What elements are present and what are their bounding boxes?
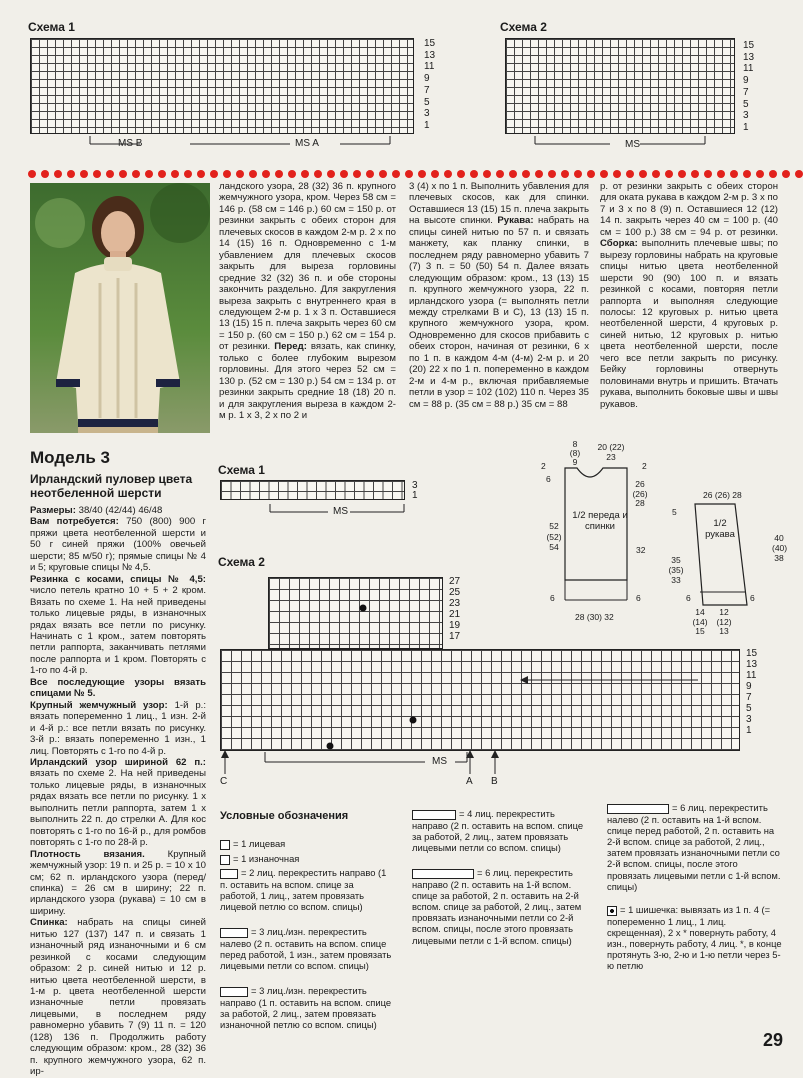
mid-schema2-upper-row-numbers: 27 25 23 21 19 17 <box>449 576 461 642</box>
legend-k3l: = 3 лиц./изн. перекрестить налево (2 п. оставить на вспом. спице перед работой, 1 изн., затем провязать лицевыми петли со вспом. спицы) <box>220 926 392 971</box>
pattern-sleeve-bottom-right: 12 (12) 13 <box>716 607 732 636</box>
top-schema2-title: Схема 2 <box>500 20 547 34</box>
legend-k4r: = 4 лиц. перекрестить направо (2 п. оставить на вспом. спице за работой, 2 лиц., затем провязать лицевыми петли со вспом. спицы) <box>412 808 584 853</box>
model-title: Модель 3 <box>30 448 110 467</box>
mid-schema2-arrow-a: A <box>466 776 473 787</box>
pattern-sleeve-rib-right: 6 <box>750 593 755 603</box>
pattern-bottom: 28 (30) 32 <box>575 612 614 622</box>
pattern-top-w2: 20 (22) 23 <box>597 442 625 462</box>
pattern-neck-a: 2 <box>541 461 546 471</box>
text-column-1: ландского узора, 28 (32) 36 п. крупного жемчужного узора, кром. Через 58 см = 146 р. (58 см = 146 р.) 60 см = 150 р. от резинки закрыть с обеих сторон для плечевых скосов в каждом 2-м р. 2 х по 14 (15) 16 п. Одновременно с 1-м убавлением для плечевых скосов закрыть для выреза горловины средние 32 (32) 36 п. и обе стороны закончить раздельно. Для закругления выреза закрыть с внутреннего края в следующем 2-м р. 1 х 3 п. Оставшиеся 13 (15) 15 п. плеча закрыть через 60 см = 150 р. (60 см = 150 р.) 62 см = 154 р. от резинки. Перед: вязать, как спинку, только с более глубоким вырезом горловины. Для этого через 52 см = 130 р. (52 см = 130 р.) 54 см = 134 р. от резинки закрыть средние 18 (18) 20 п. и для закругления выреза в каждом 2-м р. 1 х 3, 2 х по 2 и <box>219 181 396 422</box>
top-schema1-ms-a: MS A <box>295 138 319 149</box>
purl-symbol-icon <box>220 855 230 865</box>
top-schema2-ms: MS <box>625 139 640 150</box>
pattern-arm: 26 (26) 28 <box>632 479 648 508</box>
mid-schema2-arrow-c: C <box>220 776 228 787</box>
mid-schema2-arrow-b: B <box>491 776 498 787</box>
top-schema1-ms-b: MS B <box>118 138 143 149</box>
model-subtitle: Ирландский пуловер цвета неотбеленной шерсти <box>30 472 193 500</box>
garment-pattern <box>535 440 788 640</box>
bobble-symbol-icon <box>607 906 617 916</box>
legend-purl: = 1 изнаночная <box>220 853 390 865</box>
pattern-sleeve-bottom-left: 14 (14) 15 <box>692 607 708 636</box>
pattern-length: 52 (52) 54 <box>546 521 562 552</box>
top-schema1-title: Схема 1 <box>28 20 75 34</box>
text-column-3: р. от резинки закрыть с обеих сторон для оката рукава в каждом 2-м р. 3 х по 7 и 3 х по 8 (9) п. Оставшиеся 12 (12) 14 п. закрыть через 40 см = 100 р. (40 см = 100 р.) 38 см = 94 р. от резинки. Сборка: выполнить плечевые швы; по вырезу горловины набрать на круговые спицы нитью цвета неотбеленной шерсти 90 (90) 100 п. и вязать резинкой с косами, повторяя петли раппорта и выполняя следующие полосы: 12 круговых р. нитью цвета неотбеленной шерсти, 4 круговых р. синей нитью, 12 круговых р. нитью цвета неотбеленной шерсти, после чего все петли закрыть по рисунку. Бейку горловины отвернуть половинами внутрь и пришить. Втачать рукава, выполнить боковые швы и швы рукавов. <box>600 181 779 410</box>
cross3-right-icon <box>220 987 248 997</box>
top-schema2-row-numbers: 15 13 11 9 7 5 3 1 <box>743 40 755 133</box>
cross6-left-icon <box>607 804 669 814</box>
page-number: 29 <box>763 1030 784 1050</box>
pattern-sleeve-rib-left: 6 <box>686 593 691 603</box>
mid-schema1-title: Схема 1 <box>218 463 265 477</box>
pattern-neck-c: 2 <box>642 461 647 471</box>
legend-k3r: = 3 лиц./изн. перекрестить направо (1 п. оставить на вспом. спице за работой, 2 лиц., затем провязать изнаночной петлю со вспом. спицы) <box>220 985 392 1030</box>
pattern-rib-right: 6 <box>636 593 641 603</box>
mid-schema1-row-numbers: 3 1 <box>412 480 418 501</box>
pattern-top-w: 8 (8) 9 <box>569 439 581 467</box>
pattern-sleeve-right: 40 (40) 38 <box>772 533 788 563</box>
pattern-neck-b: 6 <box>546 474 551 484</box>
pattern-sleeve-top-left: 5 <box>672 507 677 517</box>
mid-schema2-ms: MS <box>432 756 447 767</box>
mid-schema1-ms: MS <box>333 506 348 517</box>
mid-schema2-title: Схема 2 <box>218 555 265 569</box>
cross3-left-icon <box>220 928 248 938</box>
legend-knit: = 1 лицевая <box>220 838 390 850</box>
cross2-right-icon <box>220 869 238 879</box>
mid-schema1-grid <box>220 480 405 500</box>
legend-k2r: = 2 лиц. перекрестить направо (1 п. оставить на вспом. спице за работой, 1 лиц., затем провязать лицевой петлю со вспом. спицы) <box>220 867 387 912</box>
mid-schema2-lower-row-numbers: 15 13 11 9 7 5 3 1 <box>746 648 758 736</box>
mid-schema2-bobbles <box>228 620 748 760</box>
legend-bobble: = 1 шишечка: вывязать из 1 п. 4 (= попеременно 1 лиц., 1 лиц. скрещенная), 2 х * повернуть работу, 4 изн., повернуть работу, 4 лиц. *, в конце протянуть 3-ю, 2-ю и 1-ю петли через 5-ю петлю <box>607 904 782 972</box>
text-column-2: 3 (4) х по 1 п. Выполнить убавления для плечевых скосов, как для спинки. Оставшиеся 13 (15) 15 п. плеча закрыть на высоте спинки. Рукава: набрать на спицы синей нитью по 57 п. и связать манжету, как планку спинки, в последнем ряду равномерно убавить 7 (7) 3 п. = 50 (50) 54 п. Далее вязать следующим образом: кром., 13 (13) 15 п. крупного жемчужного узора, 22 п. ирландского узора (= выполнять петли между стрелками В и С), 13 (13) 15 п. крупного жемчужного узора, кром. Одновременно для скосов прибавить с обеих сторон, начиная от резинки, 6 х по 1 п. в каждом 4-м (4-м) 2-м р. и 20 (20) 22 х по 1 п. попеременно в каждом 2-м и 4-м р., включая прибавляемые петли в узор = 102 (102) 110 п. Через 35 см = 88 р. (35 см = 88 р.) 35 см = 88 <box>409 181 589 410</box>
mid-schema2-bobble-top <box>358 604 378 624</box>
cross6-right-icon <box>412 869 474 879</box>
model-photo <box>30 183 210 433</box>
cross4-right-icon <box>412 810 456 820</box>
top-schema1-row-numbers: 15 13 11 9 7 5 3 1 <box>424 38 436 131</box>
legend-k6r: = 6 лиц. перекрестить направо (2 п. оставить на 1-й вспом. спице за работой, 2 п. оставить на 2-й вспом. спице за работой, 2 лиц., затем провязать изнаночными петли со 2-й вспом. спицы, после этого провязать лицевыми петли с 1-й вспом. спицы) <box>412 867 582 946</box>
model-instructions: Размеры: 38/40 (42/44) 46/48 Вам потребуется: 750 (800) 900 г пряжи цвета неотбеленной шерсти и 50 г синей пряжи (100% овечьей шерсти; 85 м/50 г); прямые спицы № 4 и 5; круговые спицы № 4,5. Резинка с косами, спицы № 4,5: число петель кратно 10 + 5 + 2 кром. Вязать по схеме 1. На ней приведены только лицевые ряды, в изнаночных рядах вязать все петли по рисунку. Начинать с 1 кром., затем повторять петли раппорта, заканчивать петлями после раппорта и 1 кром. Повторять с 1-го по 4-й р. Все последующие узоры вязать спицами № 5. Крупный жемчужный узор: 1-й р.: вязать попеременно 1 лиц., 1 изн. 2-й и 4-й р.: все петли вязать по рисунку. 3-й р.: вязать попеременно 1 изн., 1 лиц. Повторять с 1-го по 4-й р. Ирландский узор шириной 62 п.: вязать по схеме 2. На ней приведены только лицевые ряды, в изнаночных рядах вязать все петли по рисунку. 1 х выполнить петли раппорта, затем 1 х выполнить 22 п. до стрелки А. Для кос повторять с 1-го по 16-й р., для ромбов повторять с 1-го по 28-й р. Плотность вязания. Крупный жемчужный узор: 19 п. и 25 р. = 10 х 10 см; 62 п. ирландского узора (перед/спинка) = 26 см в ширину; 22 п. ирландского узора (рукава) = 10 см в ширину. Спинка: набрать на спицы синей нитью 127 (137) 147 п. и связать 1 изнаночный ряд изнаночными и 6 см резинкой с косами следующим образом: 2 р. синей нитью и 12 р. нитью цвета неотбеленной шерсти, в 1-м р. цвета неотбеленной шерсти изнаночные петли провязать лицевыми, в последнем ряду равномерно убавить 7 (9) 11 п. = 120 (128) 136 п. Продолжить работу следующим образом: кром., 28 (32) 36 п. крупного жемчужного узора, 62 п. ир- <box>30 505 206 1078</box>
top-schema2-ms-bracket <box>530 134 710 154</box>
pattern-sleeve-label: 1/2 рукава <box>705 518 735 540</box>
legend-title: Условные обозначения <box>220 810 349 822</box>
top-schema1-ms-bracket <box>30 134 420 154</box>
knit-symbol-icon <box>220 840 230 850</box>
pattern-sleeve-left: 35 (35) 33 <box>668 555 684 585</box>
pattern-rib-left: 6 <box>550 593 555 603</box>
top-schema1-grid <box>30 38 414 134</box>
pattern-length2: 32 <box>636 545 646 555</box>
top-schema2-grid <box>505 38 735 134</box>
legend-k6l: = 6 лиц. перекрестить налево (2 п. оставить на 1-й вспом. спице перед работой, 2 п. оставить на 2-й вспом. спице за работой, 2 лиц., затем провязать изнаночными петли со 2-й вспом. спицы, после этого провязать лицевыми петли с 1-й вспом. спицы) <box>607 802 781 892</box>
pattern-sleeve-top: 26 (26) 28 <box>703 490 742 500</box>
pattern-half-front-label: 1/2 переда и спинки <box>572 510 628 532</box>
